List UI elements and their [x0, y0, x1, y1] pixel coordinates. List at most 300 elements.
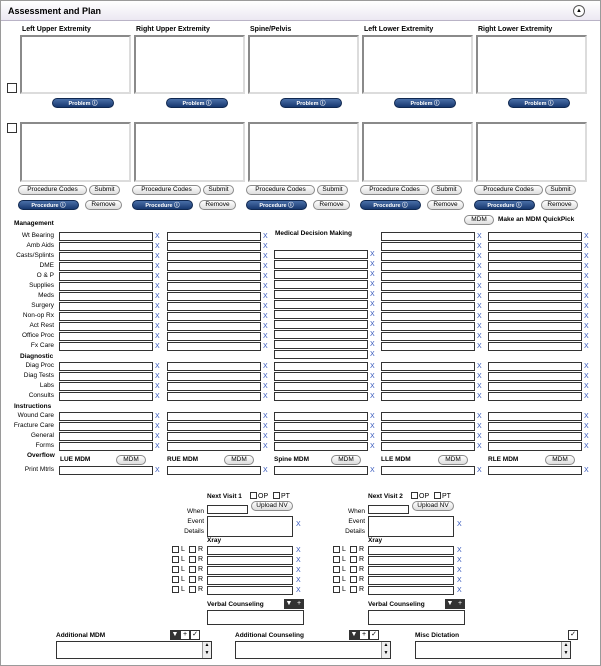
management-field[interactable] [59, 272, 153, 281]
diagnostic-field[interactable] [274, 382, 368, 391]
mdm-button[interactable]: MDM [224, 455, 254, 465]
clear-icon[interactable]: X [370, 251, 375, 258]
xray-field[interactable] [368, 586, 454, 595]
mdm-button[interactable]: MDM [331, 455, 361, 465]
xray-checkbox-l[interactable] [350, 566, 357, 573]
procedure-row-checkbox[interactable] [7, 123, 17, 133]
add-icon[interactable]: + [180, 630, 190, 640]
problem-button[interactable] [280, 98, 342, 108]
xray-field[interactable] [207, 586, 293, 595]
problem-box[interactable] [476, 35, 587, 94]
clear-icon[interactable]: X [584, 343, 589, 350]
management-field[interactable] [59, 242, 153, 251]
management-field[interactable] [167, 322, 261, 331]
add-icon[interactable]: + [359, 630, 369, 640]
verbal-counseling-field[interactable] [368, 610, 465, 625]
mdm-button[interactable]: MDM [545, 455, 575, 465]
management-field[interactable] [381, 302, 475, 311]
clear-icon[interactable]: X [296, 557, 301, 564]
management-field[interactable] [59, 232, 153, 241]
clear-icon[interactable]: X [457, 577, 462, 584]
clear-icon[interactable]: X [584, 433, 589, 440]
clear-icon[interactable]: X [584, 233, 589, 240]
add-icon[interactable]: + [294, 599, 304, 609]
management-field[interactable] [488, 272, 582, 281]
procedure-box[interactable] [476, 122, 587, 182]
clear-icon[interactable]: X [155, 393, 160, 400]
management-field[interactable] [59, 292, 153, 301]
instructions-field[interactable] [59, 412, 153, 421]
clear-icon[interactable]: X [370, 383, 375, 390]
when-field[interactable] [207, 505, 248, 514]
clear-icon[interactable]: X [477, 423, 482, 430]
clear-icon[interactable]: X [477, 333, 482, 340]
diagnostic-field[interactable] [59, 362, 153, 371]
remove-button[interactable]: Remove [541, 200, 578, 210]
clear-icon[interactable]: X [584, 303, 589, 310]
clear-icon[interactable]: X [263, 253, 268, 260]
management-field[interactable] [381, 252, 475, 261]
clear-icon[interactable]: X [263, 333, 268, 340]
management-field[interactable] [488, 252, 582, 261]
management-field[interactable] [274, 340, 368, 349]
clear-icon[interactable]: X [263, 413, 268, 420]
management-field[interactable] [274, 260, 368, 269]
management-field[interactable] [381, 332, 475, 341]
management-field[interactable] [381, 262, 475, 271]
clear-icon[interactable]: X [155, 233, 160, 240]
clear-icon[interactable]: X [584, 333, 589, 340]
clear-icon[interactable]: X [584, 467, 589, 474]
clear-icon[interactable]: X [155, 273, 160, 280]
dropdown-icon[interactable]: ▼ [446, 600, 454, 607]
chevron-up-icon[interactable]: ▲ [573, 5, 585, 17]
event-details-field[interactable] [207, 516, 293, 537]
xray-checkbox[interactable] [333, 576, 340, 583]
clear-icon[interactable]: X [370, 433, 375, 440]
management-field[interactable] [381, 272, 475, 281]
management-field[interactable] [274, 270, 368, 279]
management-field[interactable] [167, 282, 261, 291]
remove-button[interactable]: Remove [427, 200, 464, 210]
management-field[interactable] [59, 332, 153, 341]
clear-icon[interactable]: X [584, 373, 589, 380]
clear-icon[interactable]: X [370, 443, 375, 450]
clear-icon[interactable]: X [477, 283, 482, 290]
procedure-codes-button[interactable]: Procedure Codes [360, 185, 429, 195]
problem-button[interactable] [508, 98, 570, 108]
clear-icon[interactable]: X [370, 363, 375, 370]
clear-icon[interactable]: X [477, 263, 482, 270]
diagnostic-field[interactable] [274, 362, 368, 371]
clear-icon[interactable]: X [370, 331, 375, 338]
clear-icon[interactable]: X [584, 283, 589, 290]
management-field[interactable] [167, 292, 261, 301]
procedure-button[interactable] [246, 200, 307, 210]
check-icon[interactable]: ✓ [190, 630, 200, 640]
procedure-box[interactable] [362, 122, 473, 182]
bottom-field[interactable] [415, 641, 571, 659]
management-field[interactable] [488, 242, 582, 251]
management-field[interactable] [274, 330, 368, 339]
clear-icon[interactable]: X [155, 323, 160, 330]
management-field[interactable] [59, 302, 153, 311]
instructions-field[interactable] [167, 412, 261, 421]
clear-icon[interactable]: X [296, 547, 301, 554]
procedure-codes-button[interactable]: Procedure Codes [246, 185, 315, 195]
problem-box[interactable] [134, 35, 245, 94]
clear-icon[interactable]: X [584, 273, 589, 280]
diagnostic-field[interactable] [167, 392, 261, 401]
scroll-up-icon[interactable]: ▲ [381, 642, 390, 650]
instructions-field[interactable] [167, 432, 261, 441]
management-field[interactable] [381, 242, 475, 251]
procedure-button[interactable] [474, 200, 535, 210]
management-field[interactable] [59, 282, 153, 291]
clear-icon[interactable]: X [155, 313, 160, 320]
management-field[interactable] [381, 322, 475, 331]
management-field[interactable] [167, 232, 261, 241]
management-field[interactable] [59, 262, 153, 271]
procedure-box[interactable] [20, 122, 131, 182]
xray-checkbox[interactable] [333, 546, 340, 553]
scroll-down-icon[interactable]: ▼ [381, 650, 390, 658]
management-field[interactable] [488, 342, 582, 351]
submit-button[interactable]: Submit [317, 185, 348, 195]
xray-field[interactable] [368, 556, 454, 565]
clear-icon[interactable]: X [296, 567, 301, 574]
instructions-field[interactable] [488, 442, 582, 451]
management-field[interactable] [167, 342, 261, 351]
management-field[interactable] [274, 290, 368, 299]
dropdown-icon[interactable]: ▼ [350, 631, 358, 638]
management-field[interactable] [59, 312, 153, 321]
xray-checkbox-l[interactable] [189, 586, 196, 593]
clear-icon[interactable]: X [584, 263, 589, 270]
management-field[interactable] [274, 350, 368, 359]
clear-icon[interactable]: X [584, 243, 589, 250]
clear-icon[interactable]: X [370, 301, 375, 308]
instructions-field[interactable] [381, 412, 475, 421]
clear-icon[interactable]: X [263, 373, 268, 380]
management-field[interactable] [488, 312, 582, 321]
instructions-field[interactable] [59, 432, 153, 441]
procedure-box[interactable] [134, 122, 245, 182]
clear-icon[interactable]: X [155, 283, 160, 290]
management-field[interactable] [381, 292, 475, 301]
clear-icon[interactable]: X [457, 587, 462, 594]
clear-icon[interactable]: X [457, 547, 462, 554]
clear-icon[interactable]: X [155, 467, 160, 474]
submit-button[interactable]: Submit [431, 185, 462, 195]
clear-icon[interactable]: X [263, 233, 268, 240]
submit-button[interactable]: Submit [203, 185, 234, 195]
instructions-field[interactable] [381, 422, 475, 431]
clear-icon[interactable]: X [155, 443, 160, 450]
management-field[interactable] [167, 242, 261, 251]
management-field[interactable] [167, 252, 261, 261]
procedure-button[interactable] [360, 200, 421, 210]
management-field[interactable] [488, 292, 582, 301]
print-materials-field[interactable] [381, 466, 475, 475]
diagnostic-field[interactable] [167, 362, 261, 371]
scroll-down-icon[interactable]: ▼ [202, 650, 211, 658]
check-icon[interactable]: ✓ [369, 630, 379, 640]
remove-button[interactable]: Remove [85, 200, 122, 210]
clear-icon[interactable]: X [584, 383, 589, 390]
management-field[interactable] [488, 302, 582, 311]
diagnostic-field[interactable] [59, 382, 153, 391]
xray-field[interactable] [207, 576, 293, 585]
instructions-field[interactable] [59, 422, 153, 431]
instructions-field[interactable] [381, 432, 475, 441]
add-icon[interactable]: + [455, 599, 465, 609]
clear-icon[interactable]: X [477, 373, 482, 380]
clear-icon[interactable]: X [263, 273, 268, 280]
management-field[interactable] [167, 272, 261, 281]
clear-icon[interactable]: X [263, 467, 268, 474]
diagnostic-field[interactable] [488, 392, 582, 401]
xray-checkbox[interactable] [333, 586, 340, 593]
diagnostic-field[interactable] [167, 382, 261, 391]
problem-button[interactable] [394, 98, 456, 108]
instructions-field[interactable] [167, 442, 261, 451]
clear-icon[interactable]: X [263, 303, 268, 310]
submit-button[interactable]: Submit [89, 185, 120, 195]
clear-icon[interactable]: X [263, 443, 268, 450]
problem-button[interactable] [166, 98, 228, 108]
xray-checkbox[interactable] [172, 566, 179, 573]
submit-button[interactable]: Submit [545, 185, 576, 195]
xray-checkbox[interactable] [172, 576, 179, 583]
management-field[interactable] [274, 250, 368, 259]
clear-icon[interactable]: X [457, 557, 462, 564]
management-field[interactable] [274, 310, 368, 319]
xray-checkbox-l[interactable] [350, 546, 357, 553]
remove-button[interactable]: Remove [199, 200, 236, 210]
clear-icon[interactable]: X [477, 303, 482, 310]
management-field[interactable] [488, 232, 582, 241]
clear-icon[interactable]: X [155, 363, 160, 370]
clear-icon[interactable]: X [263, 263, 268, 270]
problem-button[interactable] [52, 98, 114, 108]
print-materials-field[interactable] [488, 466, 582, 475]
xray-checkbox[interactable] [172, 586, 179, 593]
clear-icon[interactable]: X [457, 567, 462, 574]
instructions-field[interactable] [488, 412, 582, 421]
remove-button[interactable]: Remove [313, 200, 350, 210]
instructions-field[interactable] [167, 422, 261, 431]
pt-checkbox[interactable] [434, 492, 441, 499]
problem-box[interactable] [20, 35, 131, 94]
xray-checkbox-l[interactable] [189, 566, 196, 573]
clear-icon[interactable]: X [370, 467, 375, 474]
management-field[interactable] [488, 332, 582, 341]
procedure-codes-button[interactable]: Procedure Codes [132, 185, 201, 195]
print-materials-field[interactable] [274, 466, 368, 475]
clear-icon[interactable]: X [477, 433, 482, 440]
clear-icon[interactable]: X [296, 521, 301, 528]
clear-icon[interactable]: X [263, 343, 268, 350]
clear-icon[interactable]: X [263, 293, 268, 300]
management-field[interactable] [488, 262, 582, 271]
xray-field[interactable] [207, 546, 293, 555]
diagnostic-field[interactable] [488, 362, 582, 371]
management-field[interactable] [274, 300, 368, 309]
management-field[interactable] [381, 282, 475, 291]
clear-icon[interactable]: X [155, 343, 160, 350]
clear-icon[interactable]: X [477, 383, 482, 390]
print-materials-field[interactable] [167, 466, 261, 475]
clear-icon[interactable]: X [477, 343, 482, 350]
mdm-button[interactable]: MDM [116, 455, 146, 465]
clear-icon[interactable]: X [370, 423, 375, 430]
instructions-field[interactable] [274, 432, 368, 441]
clear-icon[interactable]: X [155, 243, 160, 250]
management-field[interactable] [59, 322, 153, 331]
diagnostic-field[interactable] [59, 392, 153, 401]
management-field[interactable] [167, 312, 261, 321]
xray-checkbox[interactable] [333, 566, 340, 573]
clear-icon[interactable]: X [584, 293, 589, 300]
clear-icon[interactable]: X [477, 363, 482, 370]
bottom-field[interactable] [235, 641, 391, 659]
clear-icon[interactable]: X [155, 413, 160, 420]
diagnostic-field[interactable] [488, 382, 582, 391]
diagnostic-field[interactable] [381, 382, 475, 391]
procedure-codes-button[interactable]: Procedure Codes [18, 185, 87, 195]
xray-checkbox-l[interactable] [350, 576, 357, 583]
upload-nv-button[interactable]: Upload NV [251, 501, 293, 511]
dropdown-icon[interactable]: ▼ [171, 631, 179, 638]
clear-icon[interactable]: X [477, 293, 482, 300]
print-materials-field[interactable] [59, 466, 153, 475]
pt-checkbox[interactable] [273, 492, 280, 499]
clear-icon[interactable]: X [155, 253, 160, 260]
clear-icon[interactable]: X [296, 577, 301, 584]
clear-icon[interactable]: X [584, 253, 589, 260]
clear-icon[interactable]: X [155, 433, 160, 440]
clear-icon[interactable]: X [370, 281, 375, 288]
clear-icon[interactable]: X [263, 383, 268, 390]
management-field[interactable] [274, 280, 368, 289]
clear-icon[interactable]: X [584, 443, 589, 450]
clear-icon[interactable]: X [477, 313, 482, 320]
xray-checkbox[interactable] [172, 546, 179, 553]
clear-icon[interactable]: X [477, 243, 482, 250]
upload-nv-button[interactable]: Upload NV [412, 501, 454, 511]
procedure-button[interactable] [132, 200, 193, 210]
instructions-field[interactable] [274, 442, 368, 451]
procedure-codes-button[interactable]: Procedure Codes [474, 185, 543, 195]
clear-icon[interactable]: X [477, 467, 482, 474]
dropdown-icon[interactable]: ▼ [285, 600, 293, 607]
instructions-field[interactable] [381, 442, 475, 451]
clear-icon[interactable]: X [263, 313, 268, 320]
event-details-field[interactable] [368, 516, 454, 537]
xray-checkbox[interactable] [333, 556, 340, 563]
clear-icon[interactable]: X [584, 423, 589, 430]
clear-icon[interactable]: X [370, 291, 375, 298]
clear-icon[interactable]: X [370, 351, 375, 358]
mdm-quickpick-button[interactable]: MDM [464, 215, 494, 225]
diagnostic-field[interactable] [167, 372, 261, 381]
verbal-counseling-field[interactable] [207, 610, 304, 625]
scroll-up-icon[interactable]: ▲ [202, 642, 211, 650]
diagnostic-field[interactable] [274, 372, 368, 381]
clear-icon[interactable]: X [477, 323, 482, 330]
xray-checkbox-l[interactable] [350, 586, 357, 593]
xray-field[interactable] [207, 566, 293, 575]
bottom-field[interactable] [56, 641, 212, 659]
xray-field[interactable] [207, 556, 293, 565]
management-field[interactable] [381, 232, 475, 241]
clear-icon[interactable]: X [477, 253, 482, 260]
clear-icon[interactable]: X [584, 313, 589, 320]
clear-icon[interactable]: X [263, 323, 268, 330]
clear-icon[interactable]: X [155, 333, 160, 340]
diagnostic-field[interactable] [59, 372, 153, 381]
clear-icon[interactable]: X [584, 393, 589, 400]
scroll-up-icon[interactable]: ▲ [561, 642, 570, 650]
management-field[interactable] [381, 342, 475, 351]
when-field[interactable] [368, 505, 409, 514]
clear-icon[interactable]: X [477, 233, 482, 240]
clear-icon[interactable]: X [370, 341, 375, 348]
instructions-field[interactable] [488, 422, 582, 431]
op-checkbox[interactable] [411, 492, 418, 499]
instructions-field[interactable] [59, 442, 153, 451]
management-field[interactable] [488, 282, 582, 291]
xray-checkbox-l[interactable] [350, 556, 357, 563]
clear-icon[interactable]: X [477, 273, 482, 280]
clear-icon[interactable]: X [155, 303, 160, 310]
xray-field[interactable] [368, 576, 454, 585]
diagnostic-field[interactable] [381, 362, 475, 371]
diagnostic-field[interactable] [488, 372, 582, 381]
xray-checkbox-l[interactable] [189, 556, 196, 563]
xray-field[interactable] [368, 546, 454, 555]
management-field[interactable] [59, 252, 153, 261]
xray-checkbox-l[interactable] [189, 546, 196, 553]
clear-icon[interactable]: X [263, 243, 268, 250]
clear-icon[interactable]: X [155, 383, 160, 390]
clear-icon[interactable]: X [370, 261, 375, 268]
clear-icon[interactable]: X [263, 423, 268, 430]
xray-field[interactable] [368, 566, 454, 575]
diagnostic-field[interactable] [274, 392, 368, 401]
problem-box[interactable] [248, 35, 359, 94]
management-field[interactable] [167, 262, 261, 271]
instructions-field[interactable] [488, 432, 582, 441]
clear-icon[interactable]: X [370, 271, 375, 278]
clear-icon[interactable]: X [584, 363, 589, 370]
problem-row-checkbox[interactable] [7, 83, 17, 93]
management-field[interactable] [167, 332, 261, 341]
management-field[interactable] [59, 342, 153, 351]
clear-icon[interactable]: X [155, 293, 160, 300]
diagnostic-field[interactable] [381, 372, 475, 381]
clear-icon[interactable]: X [370, 321, 375, 328]
xray-checkbox[interactable] [172, 556, 179, 563]
clear-icon[interactable]: X [263, 283, 268, 290]
mdm-button[interactable]: MDM [438, 455, 468, 465]
management-field[interactable] [167, 302, 261, 311]
clear-icon[interactable]: X [263, 363, 268, 370]
clear-icon[interactable]: X [477, 443, 482, 450]
clear-icon[interactable]: X [155, 373, 160, 380]
clear-icon[interactable]: X [370, 393, 375, 400]
